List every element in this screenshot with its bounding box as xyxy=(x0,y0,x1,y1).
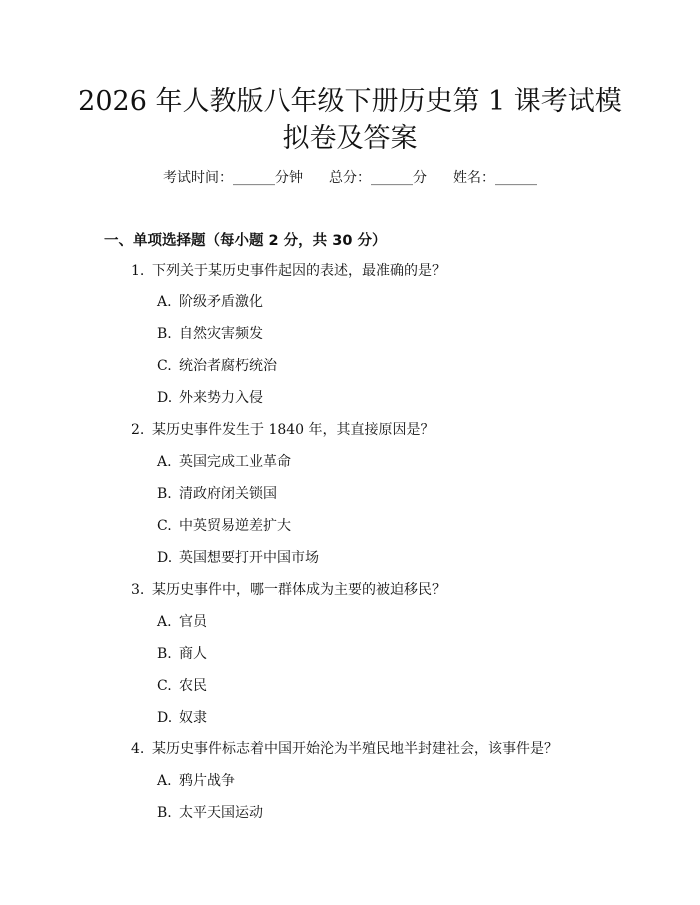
score-label: 总分： xyxy=(329,170,371,186)
score-unit: 分 xyxy=(413,170,427,186)
option-letter: B. xyxy=(157,326,172,342)
option-3c xyxy=(157,676,207,696)
question-number: 1. xyxy=(131,263,145,279)
question-2 xyxy=(131,420,435,440)
option-letter: B. xyxy=(157,805,172,821)
option-letter: A. xyxy=(157,294,172,310)
question-text: 某历史事件中，哪一群体成为主要的被迫移民？ xyxy=(152,582,446,598)
option-letter: A. xyxy=(157,454,172,470)
time-unit: 分钟 xyxy=(275,170,303,186)
question-number: 2. xyxy=(131,422,145,438)
option-2a xyxy=(157,452,291,472)
option-2b xyxy=(157,484,277,504)
option-letter: A. xyxy=(157,773,172,789)
option-letter: C. xyxy=(157,358,172,374)
option-1a xyxy=(157,292,263,312)
exam-info-line xyxy=(0,168,700,188)
option-text: 农民 xyxy=(179,678,207,694)
option-text: 外来势力入侵 xyxy=(179,390,263,406)
option-4a xyxy=(157,771,235,791)
option-letter: A. xyxy=(157,614,172,630)
option-letter: D. xyxy=(157,550,173,566)
option-text: 清政府闭关锁国 xyxy=(179,486,277,502)
question-text: 下列关于某历史事件起因的表述，最准确的是？ xyxy=(152,263,446,279)
option-4b xyxy=(157,803,263,823)
option-1b xyxy=(157,324,263,344)
option-letter: D. xyxy=(157,710,173,726)
question-text: 某历史事件发生于 1840 年，其直接原因是？ xyxy=(152,422,435,438)
question-text: 某历史事件标志着中国开始沦为半殖民地半封建社会，该事件是？ xyxy=(152,741,558,757)
option-text: 鸦片战争 xyxy=(179,773,235,789)
option-1d xyxy=(157,388,263,408)
option-2c xyxy=(157,516,291,536)
option-letter: B. xyxy=(157,486,172,502)
option-3a xyxy=(157,612,207,632)
question-4 xyxy=(131,739,558,759)
option-text: 官员 xyxy=(179,614,207,630)
page-title-line2: 拟卷及答案 xyxy=(282,123,418,154)
section-title: 一、单项选择题（每小题 2 分，共 30 分） xyxy=(104,233,387,249)
page-title-line1: 2026 年人教版八年级下册历史第 1 课考试模 xyxy=(78,86,622,117)
option-letter: C. xyxy=(157,678,172,694)
option-3b xyxy=(157,644,207,664)
option-1c xyxy=(157,356,277,376)
question-number: 3. xyxy=(131,582,145,598)
option-text: 奴隶 xyxy=(179,710,207,726)
time-label: 考试时间： xyxy=(163,170,233,186)
option-text: 太平天国运动 xyxy=(179,805,263,821)
option-text: 统治者腐朽统治 xyxy=(179,358,277,374)
option-letter: D. xyxy=(157,390,173,406)
option-text: 自然灾害频发 xyxy=(179,326,263,342)
question-3 xyxy=(131,580,446,600)
name-label: 姓名： xyxy=(453,170,495,186)
question-number: 4. xyxy=(131,741,145,757)
option-3d xyxy=(157,708,207,728)
option-text: 英国想要打开中国市场 xyxy=(179,550,319,566)
question-1 xyxy=(131,261,446,281)
option-letter: C. xyxy=(157,518,172,534)
name-blank: ______ xyxy=(495,170,537,186)
option-text: 英国完成工业革命 xyxy=(179,454,291,470)
option-text: 阶级矛盾激化 xyxy=(179,294,263,310)
option-text: 中英贸易逆差扩大 xyxy=(179,518,291,534)
option-letter: B. xyxy=(157,646,172,662)
time-blank: ______ xyxy=(233,170,275,186)
option-text: 商人 xyxy=(179,646,207,662)
score-blank: ______ xyxy=(371,170,413,186)
option-2d xyxy=(157,548,319,568)
